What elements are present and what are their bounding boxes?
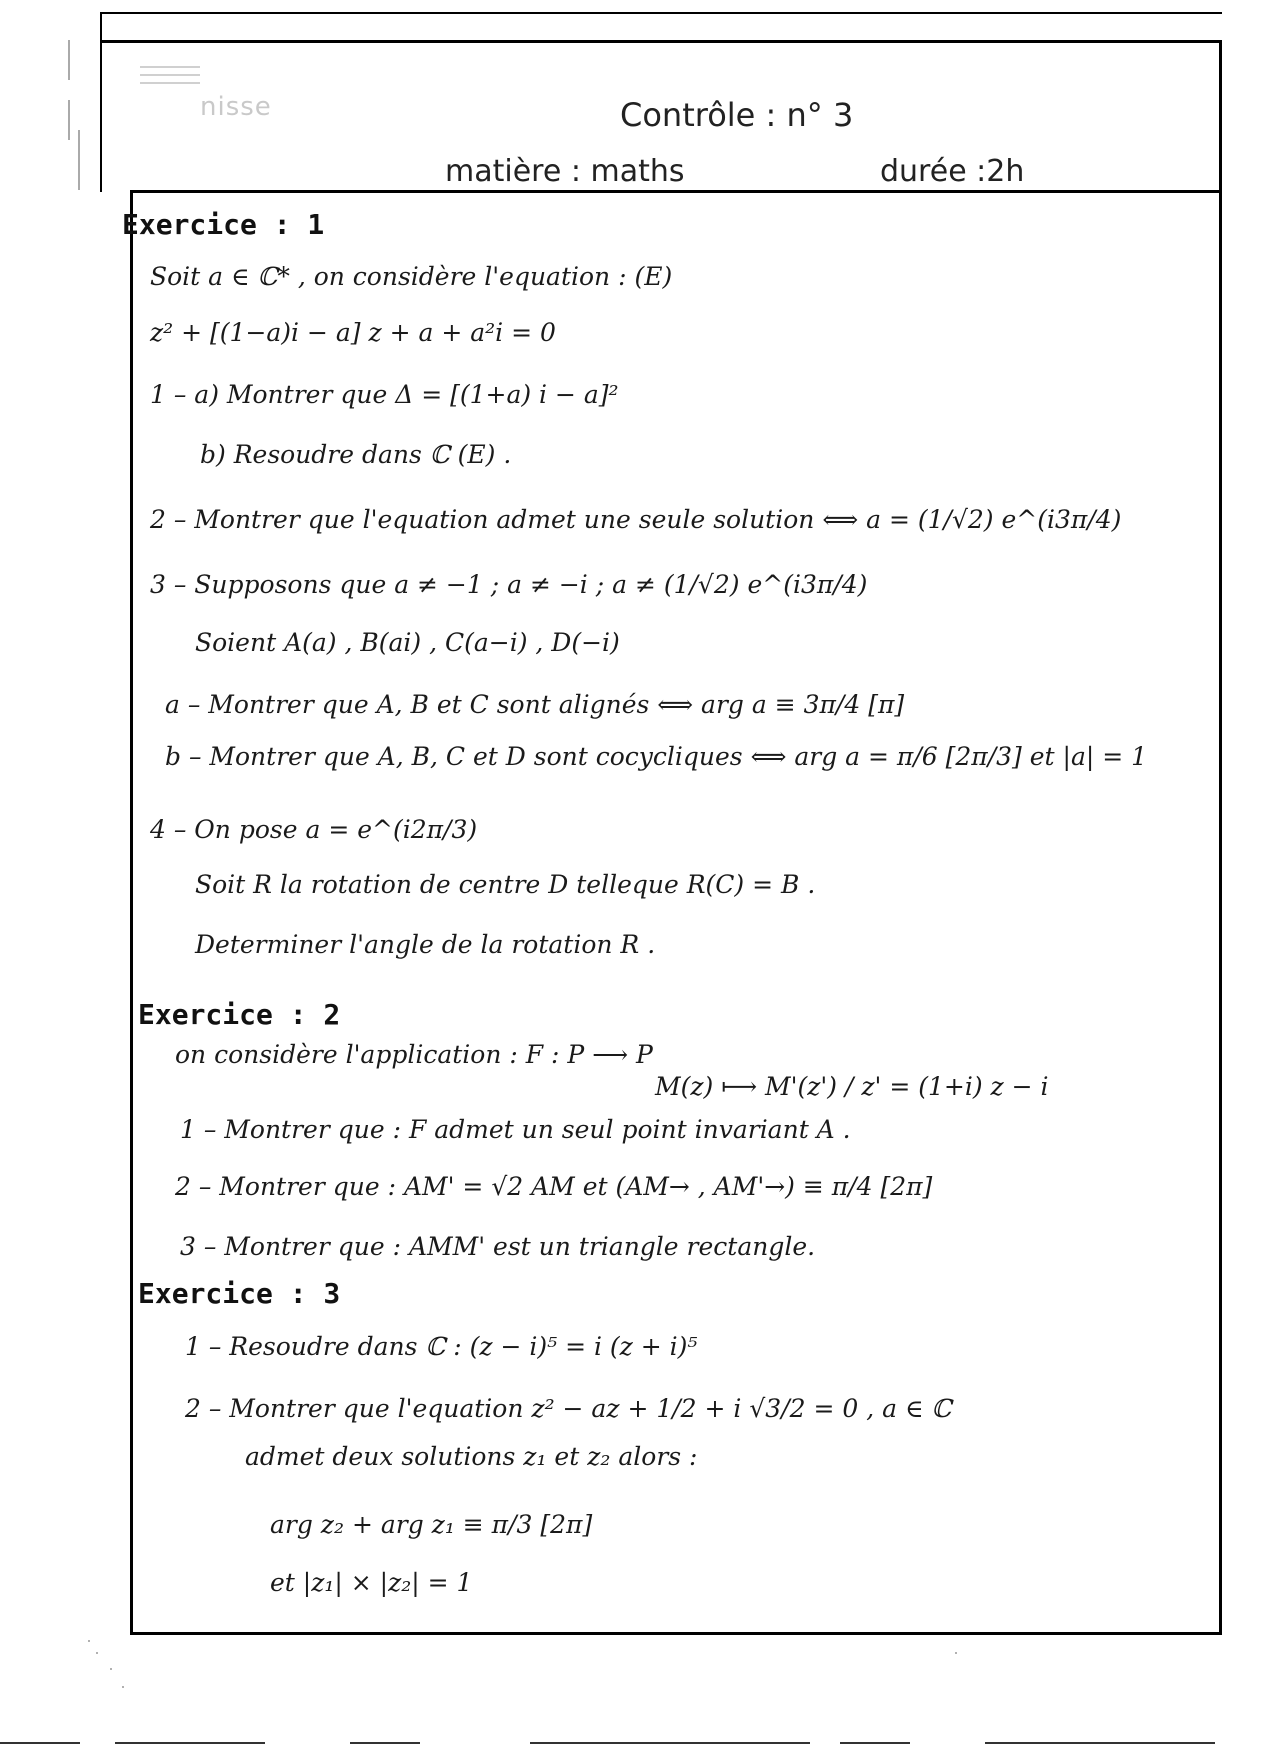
exercise-2-line: 2 – Montrer que : AM' = √2 AM et (AM→ , AM'→) ≡ π/4 [2π]	[175, 1172, 933, 1201]
exercise-1-line: a – Montrer que A, B et C sont alignés ⟺ arg a ≡ 3π/4 [π]	[165, 690, 905, 719]
exercise-1-line: Determiner l'angle de la rotation R .	[195, 930, 656, 959]
exercise-3-line: arg z₂ + arg z₁ ≡ π/3 [2π]	[270, 1510, 593, 1539]
exercise-3-title: Exercice : 3	[138, 1277, 341, 1310]
exercise-1-line: b – Montrer que A, B, C et D sont cocycliques ⟺ arg a = π/6 [2π/3] et |a| = 1	[165, 742, 1148, 771]
exercise-1-line: b) Resoudre dans ℂ (E) .	[200, 440, 512, 469]
exercise-1-line: Soit a ∈ ℂ* , on considère l'equation : (E)	[150, 262, 673, 291]
scan-speck	[955, 1652, 957, 1654]
frame-top-border	[100, 12, 1222, 14]
exercise-2-line: M(z) ⟼ M'(z') / z' = (1+i) z − i	[655, 1072, 1049, 1101]
exercise-1-title: Exercice : 1	[122, 208, 325, 241]
exercise-1-line: Soient A(a) , B(ai) , C(a−i) , D(−i)	[195, 628, 620, 657]
logo-text: nisse	[200, 92, 272, 122]
scan-speck	[110, 1668, 112, 1670]
exercise-3-line: 1 – Resoudre dans ℂ : (z − i)⁵ = i (z + i)⁵	[185, 1332, 698, 1361]
exercise-2-title: Exercice : 2	[138, 998, 341, 1031]
exercise-2-line: on considère l'application : F : P ⟶ P	[175, 1040, 653, 1069]
exercise-2-line: 3 – Montrer que : AMM' est un triangle rectangle.	[180, 1232, 816, 1261]
exercise-1-line: 2 – Montrer que l'equation admet une seule solution ⟺ a = (1/√2) e^(i3π/4)	[150, 505, 1122, 534]
scan-speck	[96, 1652, 98, 1654]
exercise-1-line: z² + [(1−a)i − a] z + a + a²i = 0	[150, 318, 556, 347]
scan-speck	[88, 1640, 90, 1642]
exercise-1-line: 3 – Supposons que a ≠ −1 ; a ≠ −i ; a ≠ (1/√2) e^(i3π/4)	[150, 570, 868, 599]
exercise-1-line: 1 – a) Montrer que Δ = [(1+a) i − a]²	[150, 380, 619, 409]
school-logo	[120, 60, 320, 130]
footer-line	[985, 1742, 1215, 1744]
footer-line	[0, 1742, 80, 1744]
scan-speck	[122, 1686, 124, 1688]
exam-subject: matière : maths	[445, 154, 685, 189]
exercise-3-line: admet deux solutions z₁ et z₂ alors :	[245, 1442, 698, 1471]
exercise-3-line: 2 – Montrer que l'equation z² − az + 1/2 + i √3/2 = 0 , a ∈ ℂ	[185, 1394, 952, 1423]
exercise-1-line: Soit R la rotation de centre D telleque R(C) = B .	[195, 870, 816, 899]
exercise-1-line: 4 – On pose a = e^(i2π/3)	[150, 815, 478, 844]
exam-title: Contrôle : n° 3	[620, 96, 854, 134]
exam-duration: durée :2h	[880, 154, 1025, 189]
footer-line	[115, 1742, 265, 1744]
exercise-2-line: 1 – Montrer que : F admet un seul point invariant A .	[180, 1115, 851, 1144]
footer-line	[350, 1742, 420, 1744]
footer-line	[840, 1742, 910, 1744]
scan-artifacts	[60, 40, 90, 220]
exercise-3-line: et |z₁| × |z₂| = 1	[270, 1568, 473, 1597]
footer-line	[530, 1742, 810, 1744]
